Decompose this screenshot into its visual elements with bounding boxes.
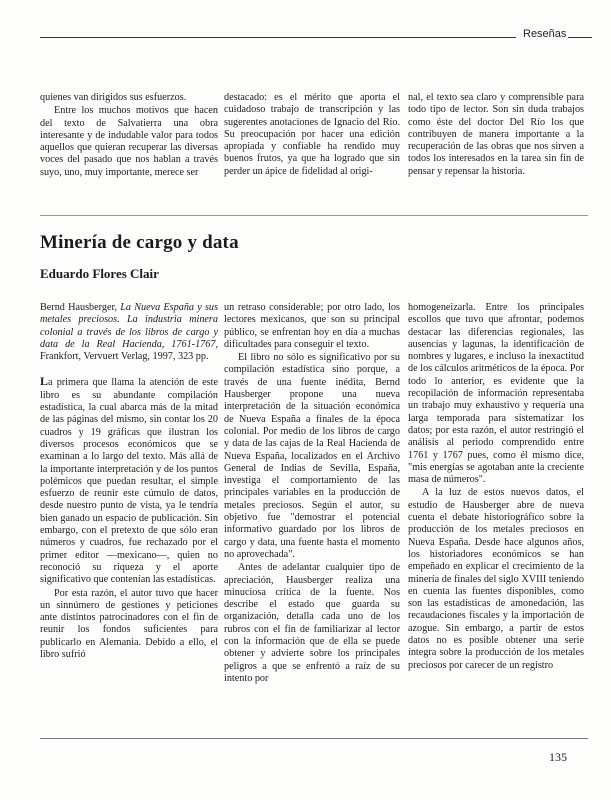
book-author: Bernd Hausberger, [40, 302, 121, 313]
bibliographic-reference [40, 302, 218, 363]
page-number: 135 [549, 750, 567, 764]
review-column-1 [40, 302, 218, 661]
paragraph: destacado: es el mérito que aporta el cuidadoso trabajo de transcripción y las sugerentes anotaciones de Ignacio del Río. Su preocupación por hacer una edición apropiada y confiable ha rendido muy buenos frutos, ya que ha logrado que sin perder un ápice de fidelidad al origi- [224, 92, 400, 177]
paragraph: Por esta razón, el autor tuvo que hacer un sinnúmero de gestiones y peticiones ante distintos patrocinadores con el fin de reunir los fondos suficientes para publicarlo en Alemania. Debido a ello, el libro sufrió [40, 587, 218, 661]
header-rule-right [568, 37, 592, 38]
continuation-column-2 [224, 92, 400, 178]
paragraph-text: a primera que llama la atención de este libro es su abundante compilación estadística, la cual abarca más de la mitad de las páginas del mismo, sin contar los 20 cuadros y 19 gráficas que ilustran los diversos procesos económicos que se examinan a lo largo del texto. Más allá de la importante interpretación y de los puntos polémicos que puedan resultar, el simple esfuerzo de reunir este cúmulo de datos, desde nuestro punto de vista, ya le tendría bien ganado un espacio de publicación. Sin embargo, con el pretexto de que sólo eran números y cuadros, fue rechazado por el primer editor —mexicano—, quien no reconoció su riqueza y el aporte significativo que contenían las estadísticas. [40, 377, 218, 586]
section-divider [40, 215, 588, 216]
header-rule-left [40, 37, 516, 38]
paragraph: A la luz de estos nuevos datos, el estudio de Hausberger abre de nueva cuenta el debate historiográfico sobre la producción de los metales preciosos en Nueva España. Desde hace algunos años, los historiadores económicos se han empeñado en explicar el crecimiento de la minería de finales del siglo XVIII teniendo en cuenta las fuentes disponibles, como son las estadísticas de amonedación, las recaudaciones fiscales y la importación de azogue. Sin embargo, a partir de estos datos no es posible obtener una serie íntegra sobre la producción de los metales preciosos por carecer de un registro [408, 487, 584, 671]
review-author: Eduardo Flores Clair [40, 266, 159, 281]
book-publisher: , Frankfort, Vervuert Verlag, 1997, 323 pp. [40, 338, 218, 363]
paragraph: Antes de adelantar cualquier tipo de apreciación, Hausberger realiza una minuciosa crítica de la fuente. Nos describe el estado que guarda su organización, detalla cada uno de los rubros con el fin de familiarizar al lector con la información que de ella se puede obtener y advierte sobre los principales peligros a que se enfrentó a raíz de su intento por [224, 562, 400, 684]
review-title: Minería de cargo y data [40, 232, 239, 253]
footer-rule [40, 738, 588, 739]
section-label: Reseñas [520, 28, 569, 40]
book-title: La Nueva España y sus metales preciosos. La industria minera colonial a través de los libros de cargo y data de la Real Hacienda, 1761-1767 [40, 302, 218, 350]
continuation-column-3 [408, 92, 584, 178]
review-column-2 [224, 302, 400, 685]
paragraph: nal, el texto sea claro y comprensible para todo tipo de lector. Son sin duda trabajos como éste del doctor Del Río los que contribuyen de manera importante a la recuperación de las obras que nos sirven a todos los interesados en la tarea sin fin de pensar y repensar la historia. [408, 92, 584, 177]
continuation-column-1 [40, 92, 218, 179]
review-column-3 [408, 302, 584, 672]
paragraph [40, 375, 218, 586]
drop-cap: L [40, 374, 49, 389]
paragraph: Entre los muchos motivos que hacen del texto de Salvatierra una obra interesante y de indudable valor para todos aquellos que quieran recuperar las diversas voces del pasado que nos hablan a través suyo, uno, muy importante, merece ser [40, 105, 218, 178]
paragraph: homogeneizarla. Entre los principales escollos que tuvo que afrontar, podemos destacar las diferencias regionales, las ausencias y lagunas, la identificación de nombres y lugares, e incluso la inexactitud de los cálculos aritméticos de la época. Por todo lo anterior, es evidente que la recopilación de información representaba un trabajo muy exhaustivo y requería una larga temporada para sistematizar los datos; por esta razón, el autor restringió el análisis al periodo comprendido entre 1761 y 1767 pues, como él mismo dice, "mis energías se agotaban ante la creciente masa de números". [408, 302, 584, 486]
paragraph: un retraso considerable; por otro lado, los lectores mexicanos, que son su principal público, se enfrentan hoy en día a muchas dificultades para conseguir el texto. [224, 302, 400, 350]
paragraph: quienes van dirigidos sus esfuerzos. [40, 92, 187, 103]
paragraph: El libro no sólo es significativo por su compilación estadística sino porque, a través de una fuente inédita, Bernd Hausberger propone una nueva interpretación de la situación económica de Nueva España a finales de la época colonial. Por medio de los libros de cargo y data de las cajas de la Real Hacienda de Nueva España, localizados en el Archivo General de Indias de Sevilla, España, investiga el comportamiento de las principales variables en la producción de metales preciosos. Según el autor, su objetivo fue "demostrar el potencial informativo guardado por los libros de cargo y data, una fuente hasta el momento no aprovechada". [224, 352, 400, 560]
